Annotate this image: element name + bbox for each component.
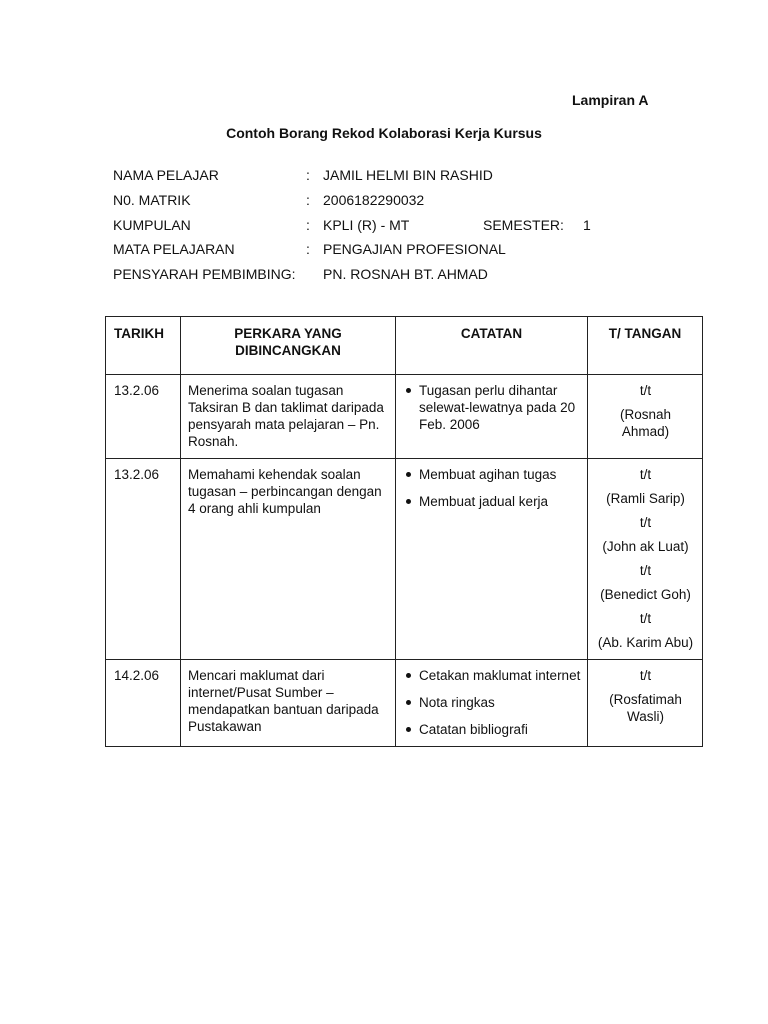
cell-tarikh: 14.2.06	[106, 660, 181, 747]
info-label: N0. MATRIK	[113, 191, 191, 208]
cell-perkara: Mencari maklumat dari internet/Pusat Sumber – mendapatkan bantuan daripada Pustakawan	[181, 660, 396, 747]
signature-text: (Ab. Karim Abu)	[597, 635, 694, 650]
page-title	[0, 125, 768, 141]
info-colon: :	[306, 216, 310, 233]
signature-text: t/t	[639, 383, 652, 398]
catatan-text: Membuat jadual kerja	[419, 494, 549, 509]
signature-text: (Ramli Sarip)	[606, 491, 685, 506]
info-colon: :	[306, 167, 310, 183]
list-item	[403, 667, 581, 684]
catatan-text: Nota ringkas	[419, 695, 495, 710]
bullet-icon	[406, 727, 411, 732]
cell-catatan	[396, 375, 588, 459]
signature-text: (Rosfatimah Wasli)	[609, 692, 682, 724]
info-value-pensyarah: PN. ROSNAH BT. AHMAD	[323, 266, 488, 283]
list-item	[403, 721, 581, 738]
page-title-text: Contoh Borang Rekod Kolaborasi Kerja Kursus	[226, 125, 542, 141]
signature-text: t/t	[639, 668, 652, 683]
cell-tandatangan	[588, 459, 703, 660]
catatan-list	[403, 466, 581, 510]
bullet-icon	[406, 499, 411, 504]
table-body	[106, 375, 703, 747]
cell-catatan	[396, 660, 588, 747]
info-label: MATA PELAJARAN	[113, 241, 235, 258]
table-row	[106, 660, 703, 747]
info-label: PENSYARAH PEMBIMBING:	[113, 266, 296, 283]
lampiran-label: Lampiran A	[572, 92, 649, 108]
header-tarikh: TARIKH	[106, 317, 181, 375]
cell-catatan	[396, 459, 588, 660]
signature-text: t/t	[639, 467, 652, 482]
catatan-text: Membuat agihan tugas	[419, 467, 557, 482]
catatan-list	[403, 667, 581, 738]
info-label: NAMA PELAJAR	[113, 167, 219, 183]
bullet-icon	[406, 388, 411, 393]
cell-tarikh: 13.2.06	[106, 375, 181, 459]
semester-value: 1	[583, 216, 591, 233]
catatan-text: Cetakan maklumat internet	[419, 668, 581, 683]
cell-tarikh: 13.2.06	[106, 459, 181, 660]
info-value-mata: PENGAJIAN PROFESIONAL	[323, 241, 506, 258]
table-row	[106, 459, 703, 660]
signature-text: t/t	[639, 611, 652, 626]
signature-text: t/t	[639, 563, 652, 578]
signature-text: (Rosnah Ahmad)	[619, 407, 672, 439]
collaboration-record-table	[105, 316, 703, 747]
header-catatan: CATATAN	[396, 317, 588, 375]
signature-text: (John ak Luat)	[602, 539, 689, 554]
catatan-text: Tugasan perlu dihantar selewat-lewatnya pada 20 Feb. 2006	[419, 383, 576, 432]
bullet-icon	[406, 673, 411, 678]
list-item	[403, 694, 581, 711]
list-item	[403, 382, 581, 433]
semester-label: SEMESTER:	[483, 216, 564, 233]
info-value-nama: JAMIL HELMI BIN RASHID	[323, 167, 493, 183]
header-perkara: PERKARA YANG DIBINCANGKAN	[181, 317, 396, 375]
catatan-text: Catatan bibliografi	[419, 722, 528, 737]
signature-text: (Benedict Goh)	[600, 587, 691, 602]
cell-tandatangan	[588, 660, 703, 747]
list-item	[403, 493, 581, 510]
bullet-icon	[406, 700, 411, 705]
info-value-matrik: 2006182290032	[323, 191, 425, 208]
info-label: KUMPULAN	[113, 216, 191, 233]
header-tangan: T/ TANGAN	[588, 317, 703, 375]
signature-text: t/t	[639, 515, 652, 530]
cell-tandatangan	[588, 375, 703, 459]
list-item	[403, 466, 581, 483]
table-row	[106, 375, 703, 459]
table-header-row	[106, 317, 703, 375]
cell-perkara: Menerima soalan tugasan Taksiran B dan taklimat daripada pensyarah mata pelajaran – Pn. Rosnah.	[181, 375, 396, 459]
info-colon: :	[306, 191, 310, 208]
bullet-icon	[406, 472, 411, 477]
cell-perkara: Memahami kehendak soalan tugasan – perbincangan dengan 4 orang ahli kumpulan	[181, 459, 396, 660]
info-colon: :	[306, 241, 310, 258]
info-value-kumpulan: KPLI (R) - MT	[323, 216, 410, 233]
catatan-list	[403, 382, 581, 433]
